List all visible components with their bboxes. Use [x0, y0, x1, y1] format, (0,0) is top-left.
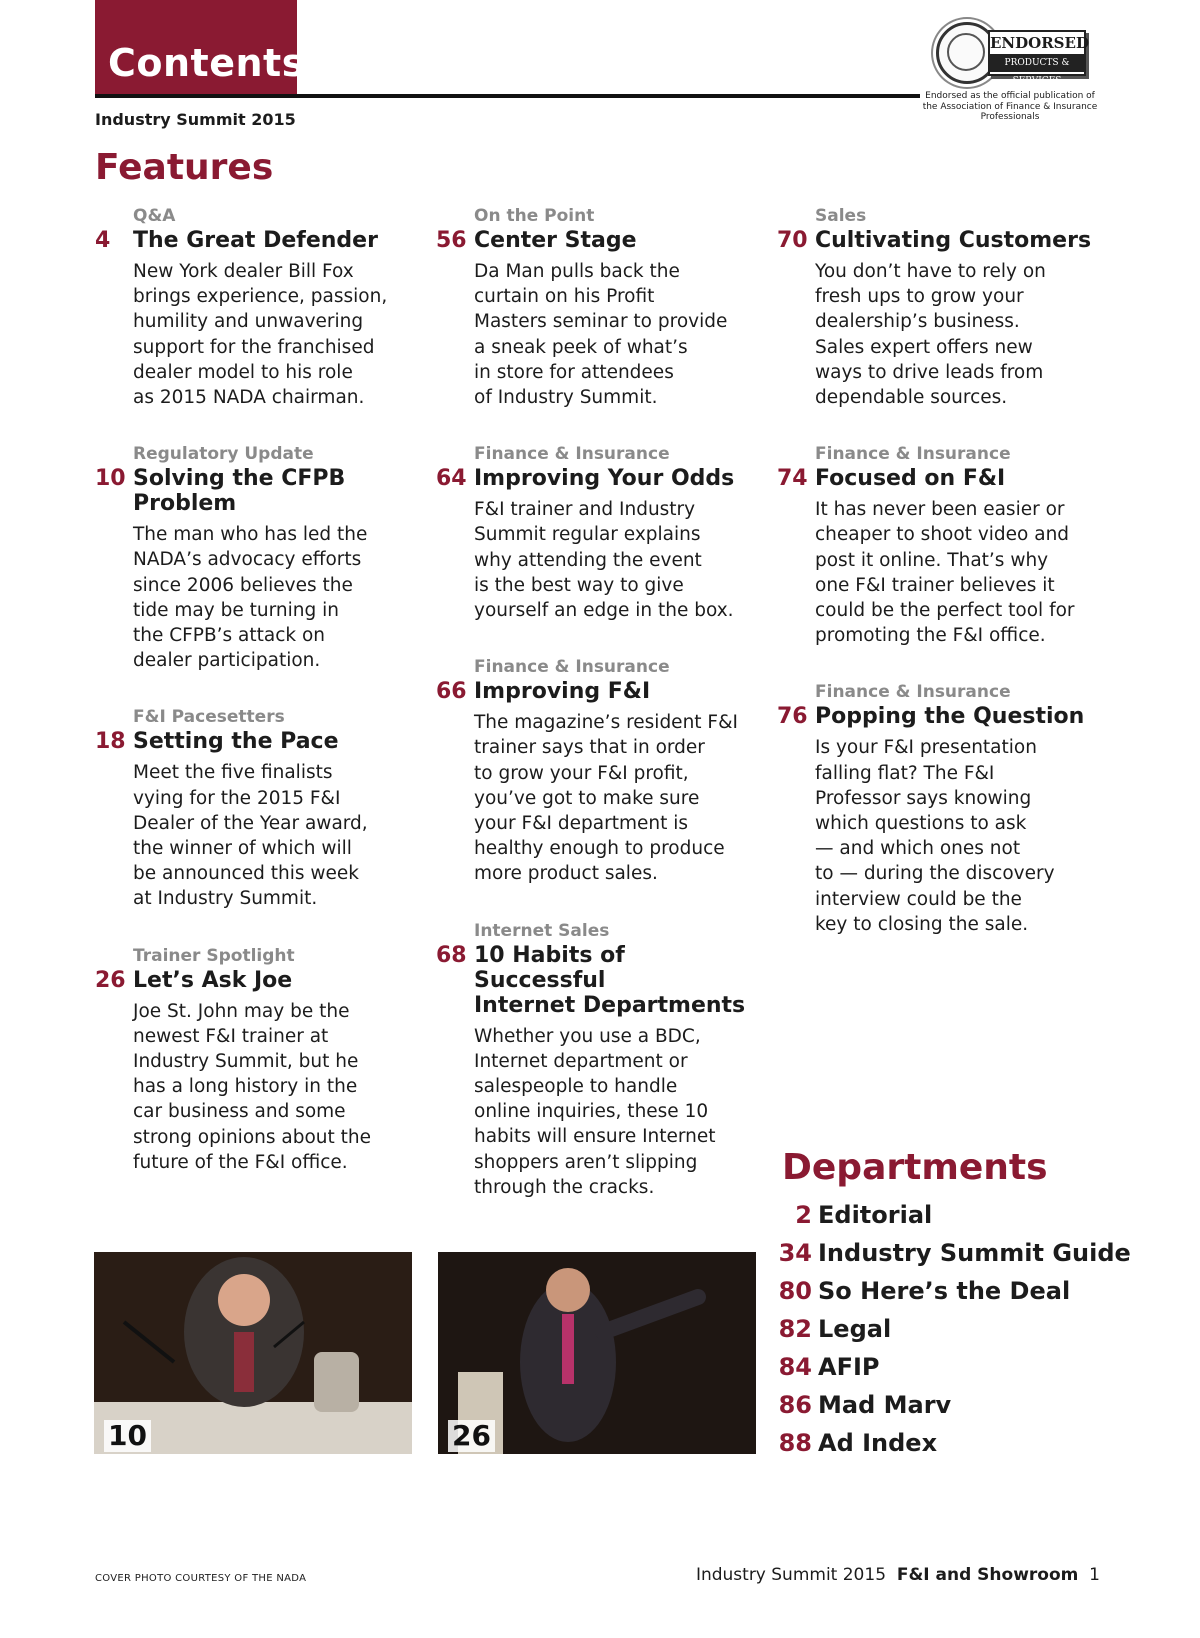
feature-description: You don’t have to rely on fresh ups to grow your dealership’s business. Sales expert offers new ways to drive leads from dependable sources.: [815, 261, 1046, 409]
feature-category: Finance & Insurance: [474, 444, 670, 465]
feature-entry[interactable]: [95, 707, 415, 911]
feature-title[interactable]: Focused on F&I: [815, 466, 1006, 492]
feature-heading: [436, 466, 756, 491]
photo-panel-presenter: [438, 1252, 756, 1454]
feature-page-number: 18: [95, 729, 126, 755]
feature-title[interactable]: The Great Defender: [133, 228, 378, 253]
header-rule: [95, 94, 920, 98]
photo-credit: COVER PHOTO COURTESY OF THE NADA: [95, 1573, 307, 1584]
department-title[interactable]: Mad Marv: [818, 1391, 952, 1419]
feature-entry[interactable]: [777, 206, 1097, 410]
feature-title[interactable]: Cultivating Customers: [815, 228, 1092, 253]
feature-entry[interactable]: [777, 444, 1097, 648]
department-title[interactable]: Ad Index: [818, 1429, 938, 1457]
feature-category: Finance & Insurance: [815, 444, 1011, 465]
feature-category: Finance & Insurance: [815, 682, 1011, 703]
department-title[interactable]: So Here’s the Deal: [818, 1277, 1071, 1305]
feature-category: F&I Pacesetters: [133, 707, 285, 728]
feature-page-number: 10: [95, 466, 126, 492]
photo-panel-speaker: [94, 1252, 412, 1454]
endorsed-badge: [988, 30, 1089, 86]
feature-entry[interactable]: [95, 206, 415, 410]
feature-description: The magazine’s resident F&I trainer says that in order to grow your F&I profit, you’ve got to make sure your F&I department is healthy enough to produce more product sales.: [474, 712, 738, 885]
issue-label: Industry Summit 2015: [95, 110, 296, 129]
feature-page-number: 66: [436, 679, 467, 705]
departments-heading: Departments: [782, 1147, 1048, 1188]
feature-description: Joe St. John may be the newest F&I trainer at Industry Summit, but he has a long history in the car business and some strong opinions about the future of the F&I office.: [133, 1000, 372, 1173]
feature-description: Da Man pulls back the curtain on his Profit Masters seminar to provide a sneak peek of what’s in store for attendees of Industry Summit.: [474, 261, 728, 409]
feature-entry[interactable]: [436, 921, 756, 1200]
features-column-2: [436, 206, 756, 1200]
badge-line-1: ENDORSED: [990, 34, 1089, 52]
features-column-3: [777, 206, 1097, 937]
footer-issue: Industry Summit 2015: [695, 1565, 887, 1585]
feature-description: The man who has led the NADA’s advocacy efforts since 2006 believes the tide may be turning in the CFPB’s attack on dealer participation.: [133, 524, 368, 672]
department-page-number: 34: [778, 1239, 812, 1267]
department-title[interactable]: Industry Summit Guide: [818, 1239, 1131, 1267]
feature-category: Internet Sales: [474, 920, 610, 941]
feature-entry[interactable]: [95, 946, 415, 1175]
feature-heading: [95, 729, 415, 754]
feature-heading: [777, 228, 1097, 253]
feature-description: Meet the five finalists vying for the 2015 F&I Dealer of the Year award, the winner of which will be announced this week at Industry Summit.: [133, 762, 368, 910]
feature-category: Q&A: [133, 206, 176, 226]
feature-page-number: 74: [777, 466, 808, 492]
feature-title[interactable]: Improving Your Odds: [474, 466, 735, 492]
photo-page-number: 10: [104, 1420, 151, 1452]
feature-page-number: 68: [436, 942, 467, 968]
badge-caption: Endorsed as the official publication of the Association of Finance & Insurance Professionals: [922, 91, 1098, 122]
department-title[interactable]: Legal: [818, 1315, 892, 1343]
feature-heading: [436, 943, 756, 1018]
feature-page-number: 56: [436, 228, 467, 253]
feature-category: Regulatory Update: [133, 444, 314, 465]
feature-title[interactable]: Popping the Question: [815, 704, 1085, 730]
page-title: Contents: [108, 41, 305, 85]
department-page-number: 88: [778, 1429, 812, 1457]
feature-category: Finance & Insurance: [474, 657, 670, 678]
page-footer: [696, 1565, 1100, 1585]
feature-description: It has never been easier or cheaper to shoot video and post it online. That’s why one F&I trainer believes it could be the perfect tool for promoting the F&I office.: [815, 499, 1075, 647]
badge-line-2: PRODUCTS & SERVICES: [990, 54, 1084, 72]
feature-description: New York dealer Bill Fox brings experience, passion, humility and unwavering support for the franchised dealer model to his role as 2015 NADA chairman.: [133, 261, 388, 409]
feature-title[interactable]: Improving F&I: [474, 679, 651, 705]
feature-heading: [436, 679, 756, 704]
feature-description: Whether you use a BDC, Internet department or salespeople to handle online inquiries, these 10 habits will ensure Internet shoppers aren’t slipping through the cracks.: [474, 1025, 716, 1198]
feature-description: F&I trainer and Industry Summit regular explains why attending the event is the best way to give yourself an edge in the box.: [474, 499, 734, 622]
feature-heading: [777, 466, 1097, 491]
feature-description: Is your F&I presentation falling flat? The F&I Professor says knowing which questions to ask — and which ones not to — during the discovery interview could be the key to closing the sale.: [815, 737, 1055, 935]
features-heading: Features: [95, 147, 274, 188]
feature-entry[interactable]: [777, 682, 1097, 937]
feature-entry[interactable]: [436, 206, 756, 410]
feature-page-number: 64: [436, 466, 467, 492]
feature-page-number: 70: [777, 228, 808, 253]
department-title[interactable]: AFIP: [818, 1353, 880, 1381]
feature-title[interactable]: Let’s Ask Joe: [133, 967, 293, 993]
feature-heading: [777, 704, 1097, 729]
feature-title[interactable]: Solving the CFPB Problem: [133, 466, 346, 517]
features-column-1: [95, 206, 415, 1175]
feature-category: Sales: [815, 206, 867, 226]
footer-page-number: 1: [1089, 1565, 1100, 1585]
contents-banner: [95, 0, 305, 95]
feature-entry[interactable]: [436, 657, 756, 886]
feature-heading: [95, 968, 415, 993]
department-page-number: 82: [778, 1315, 812, 1343]
feature-title[interactable]: 10 Habits of Successful Internet Departments: [474, 942, 746, 1018]
feature-page-number: 76: [777, 704, 808, 730]
department-page-number: 2: [795, 1201, 812, 1229]
feature-page-number: 26: [95, 967, 126, 993]
feature-title[interactable]: Center Stage: [474, 228, 637, 253]
department-page-number: 80: [778, 1277, 812, 1305]
feature-title[interactable]: Setting the Pace: [133, 729, 339, 755]
feature-entry[interactable]: [436, 444, 756, 623]
feature-page-number: 4: [95, 228, 111, 253]
department-page-number: 86: [778, 1391, 812, 1419]
department-title[interactable]: Editorial: [818, 1201, 933, 1229]
feature-heading: [95, 466, 415, 516]
footer-publication: F&I and Showroom: [896, 1565, 1079, 1585]
feature-category: On the Point: [474, 206, 595, 226]
feature-heading: [95, 228, 415, 253]
feature-category: Trainer Spotlight: [133, 945, 295, 966]
feature-entry[interactable]: [95, 444, 415, 673]
photo-page-number: 26: [448, 1420, 495, 1452]
feature-heading: [436, 228, 756, 253]
department-page-number: 84: [778, 1353, 812, 1381]
